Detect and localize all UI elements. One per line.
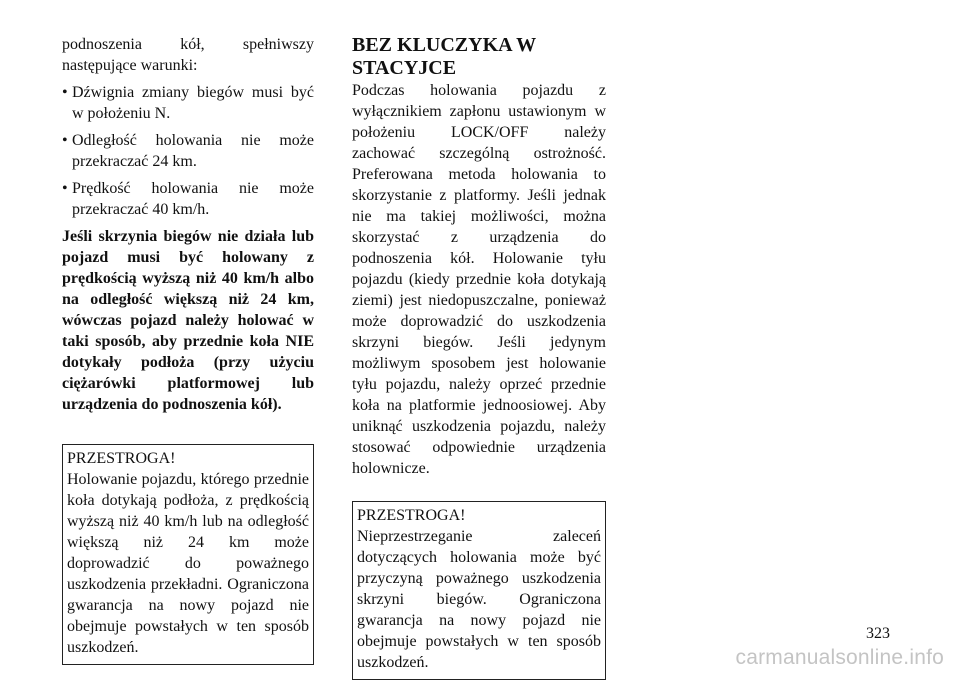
page-number: 323	[866, 625, 890, 642]
caution-box-left	[62, 444, 314, 665]
caution-text: Holowanie pojazdu, którego przednie koła dotykają podłoża, z prędkością wyższą niż 40 km/h lub na odległość większą niż 24 km może doprowadzić do poważnego uszkodzenia przekładni. Ograniczona gwarancja na nowy pojazd nie obejmuje powstałych w ten sposób uszkodzeń.	[67, 471, 309, 656]
intro-paragraph: podnoszenia kół, spełniwszy następujące warunki:	[62, 36, 314, 74]
caution-box-right	[352, 501, 606, 680]
caution-text: Nieprzestrzeganie zaleceń dotyczących holowania może być przyczyną poważnego uszkodzenia skrzyni biegów. Ograniczona gwarancja na nowy pojazd nie obejmuje powstałych w ten sposób uszkodzeń.	[357, 528, 601, 671]
body-paragraph: Podczas holowania pojazdu z wyłącznikiem zapłonu ustawionym w położeniu LOCK/OFF należy zachować szczególną ostrożność. Preferowana metoda holowania to skorzystanie z platformy. Jeśli jednak nie ma takiej możliwości, można skorzystać z urządzenia do podnoszenia kół. Holowanie tyłu pojazdu (kiedy przednie koła dotykają ziemi) jest niedopuszczalne, ponieważ może doprowadzić do uszkodzenia skrzyni biegów. Jeśli jedynym możliwym sposobem jest holowanie tyłu pojazdu, należy oprzeć przednie koła na platformie jednoosiowej. Aby uniknąć uszkodzenia pojazdu, należy stosować odpowiednie urządzenia holownicze.	[352, 82, 606, 477]
list-item: • Odległość holowania nie może przekraczać 24 km.	[62, 132, 314, 170]
list-item: • Dźwignia zmiany biegów musi być w położeniu N.	[62, 84, 314, 122]
right-column	[352, 34, 606, 680]
caution-title: PRZESTROGA!	[357, 507, 466, 524]
bold-warning-paragraph: Jeśli skrzynia biegów nie działa lub pojazd musi być holowany z prędkością wyższą niż 40 km/h albo na odległość większą niż 24 km, wówczas pojazd należy holować w taki sposób, aby przednie koła NIE dotykały podłoża (przy użyciu ciężarówki platformowej lub urządzenia do podnoszenia kół).	[62, 228, 314, 413]
bullet-icon: •	[62, 180, 68, 197]
list-item: • Prędkość holowania nie może przekraczać 40 km/h.	[62, 180, 314, 218]
caution-title: PRZESTROGA!	[67, 450, 176, 467]
section-heading: BEZ KLUCZYKA W STACYJCE	[352, 34, 536, 79]
conditions-list	[62, 82, 314, 220]
watermark: carmanualsonline.info	[735, 646, 944, 669]
bullet-icon: •	[62, 84, 68, 101]
bullet-icon: •	[62, 132, 68, 149]
left-column	[62, 34, 314, 665]
